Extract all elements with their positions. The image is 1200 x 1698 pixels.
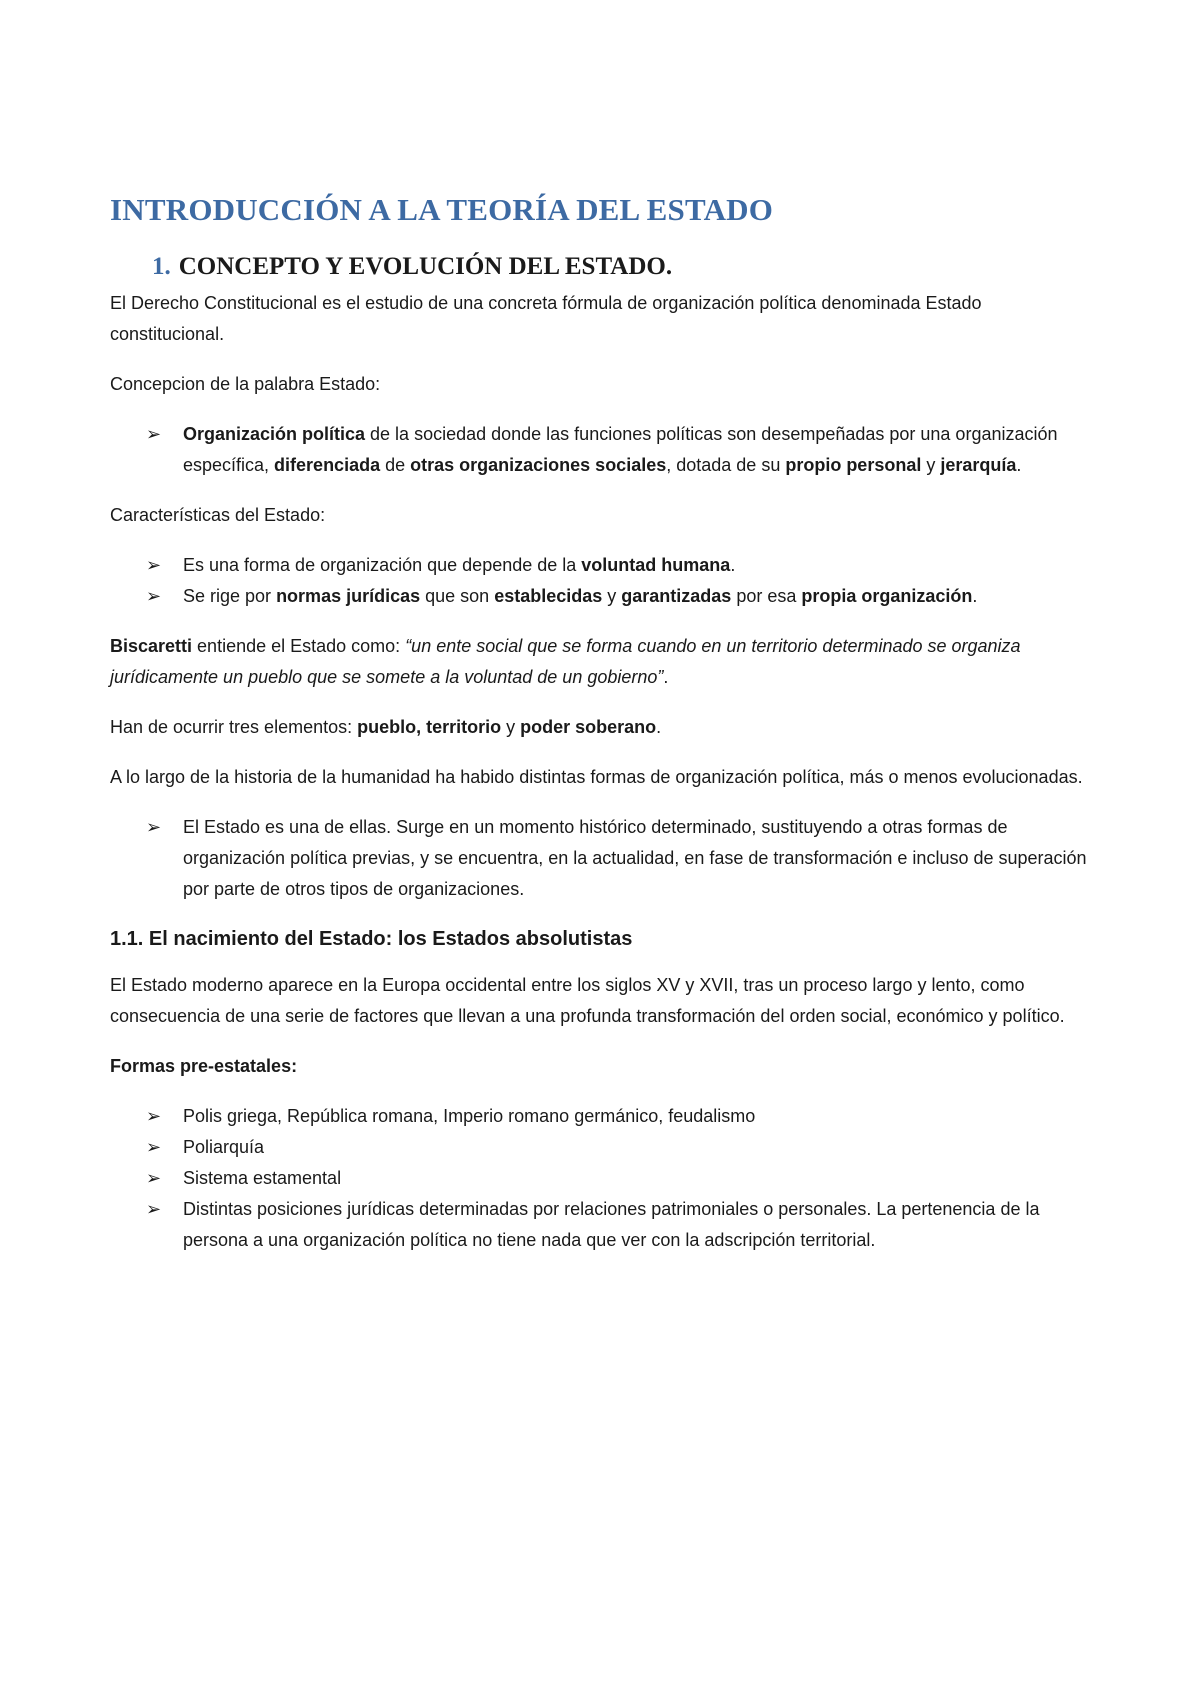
text: y: [501, 717, 521, 737]
text: de: [380, 455, 411, 475]
text: de la sociedad donde las funciones políticas son desempeñadas por una organización específica,: [183, 424, 1058, 475]
bold-text: voluntad humana: [581, 555, 731, 575]
arrow-bullet-icon: ➢: [146, 555, 162, 575]
bold-text: Formas pre-estatales:: [110, 1056, 298, 1076]
bold-text: jerarquía: [940, 455, 1017, 475]
list-item: [110, 1101, 1100, 1132]
text: Han de ocurrir tres elementos:: [110, 717, 358, 737]
text: .: [972, 586, 978, 606]
list-item: [110, 812, 1100, 905]
list-item: [110, 1194, 1100, 1256]
arrow-bullet-icon: ➢: [146, 424, 162, 444]
bold-text: otras organizaciones sociales: [410, 455, 667, 475]
section-heading: [110, 250, 1100, 284]
text: y: [921, 455, 941, 475]
bold-text: pueblo, territorio: [357, 717, 502, 737]
historia-list: [110, 812, 1100, 905]
text: .: [730, 555, 736, 575]
text: El Estado es una de ellas. Surge en un momento histórico determinado, sustituyendo a otras formas de organización política previas, y se encuentra, en la actualidad, en fase de transformación e incluso de superación por parte de otros tipos de organizaciones.: [183, 817, 1087, 899]
intro-paragraph: El Derecho Constitucional es el estudio de una concreta fórmula de organización política denominada Estado constitucional.: [110, 293, 982, 344]
formas-list: [110, 1101, 1100, 1256]
list-item: [110, 581, 1100, 612]
caracteristicas-label: Características del Estado:: [110, 505, 326, 525]
text: .: [1016, 455, 1022, 475]
concepcion-label: Concepcion de la palabra Estado:: [110, 374, 381, 394]
list-item: [110, 1163, 1100, 1194]
subsection-heading: 1.1. El nacimiento del Estado: los Estados absolutistas: [110, 928, 633, 950]
elementos-paragraph: [110, 712, 1100, 743]
list-item: [110, 419, 1100, 481]
list-item: [110, 550, 1100, 581]
text: Poliarquía: [183, 1137, 265, 1157]
concepcion-list: [110, 419, 1100, 481]
arrow-bullet-icon: ➢: [146, 817, 162, 837]
text: Se rige por: [183, 586, 277, 606]
arrow-bullet-icon: ➢: [146, 1137, 162, 1157]
bold-text: poder soberano: [520, 717, 657, 737]
list-item: [110, 1132, 1100, 1163]
text: Es una forma de organización que depende de la: [183, 555, 582, 575]
text: .: [656, 717, 662, 737]
text: , dotada de su: [666, 455, 786, 475]
bold-text: Biscaretti: [110, 636, 193, 656]
document-content: [110, 190, 1100, 1275]
text: y: [602, 586, 622, 606]
bold-text: establecidas: [494, 586, 603, 606]
arrow-bullet-icon: ➢: [146, 1168, 162, 1188]
biscaretti-paragraph: [110, 631, 1100, 693]
italic-quote: “un ente social que se forma cuando en un territorio determinado se organiza jurídicamente un pueblo que se somete a la voluntad de un gobierno”: [110, 636, 1021, 687]
caracteristicas-list: [110, 550, 1100, 612]
bold-text: garantizadas: [621, 586, 732, 606]
arrow-bullet-icon: ➢: [146, 1199, 162, 1219]
bold-text: propio personal: [785, 455, 922, 475]
arrow-bullet-icon: ➢: [146, 586, 162, 606]
formas-label: [110, 1051, 1100, 1082]
section-number: 1.: [152, 253, 171, 280]
text: Distintas posiciones jurídicas determinadas por relaciones patrimoniales o personales. La pertenencia de la persona a una organización política no tiene nada que ver con la adscripción territorial.: [183, 1199, 1040, 1250]
text: entiende el Estado como:: [192, 636, 406, 656]
historia-paragraph: A lo largo de la historia de la humanidad ha habido distintas formas de organización política, más o menos evolucionadas.: [110, 767, 1083, 787]
document-title: INTRODUCCIÓN A LA TEORÍA DEL ESTADO: [110, 192, 774, 227]
text: por esa: [731, 586, 802, 606]
section-heading-text: CONCEPTO Y EVOLUCIÓN DEL ESTADO.: [178, 253, 673, 280]
text: Sistema estamental: [183, 1168, 342, 1188]
bold-text: diferenciada: [274, 455, 381, 475]
text: .: [663, 667, 669, 687]
text: Polis griega, República romana, Imperio romano germánico, feudalismo: [183, 1106, 756, 1126]
bold-text: Organización política: [183, 424, 366, 444]
arrow-bullet-icon: ➢: [146, 1106, 162, 1126]
bold-text: propia organización: [801, 586, 973, 606]
text: que son: [420, 586, 495, 606]
subsection-intro: El Estado moderno aparece en la Europa occidental entre los siglos XV y XVII, tras un proceso largo y lento, como consecuencia de una serie de factores que llevan a una profunda transformación del orden social, económico y político.: [110, 975, 1065, 1026]
bold-text: normas jurídicas: [276, 586, 421, 606]
